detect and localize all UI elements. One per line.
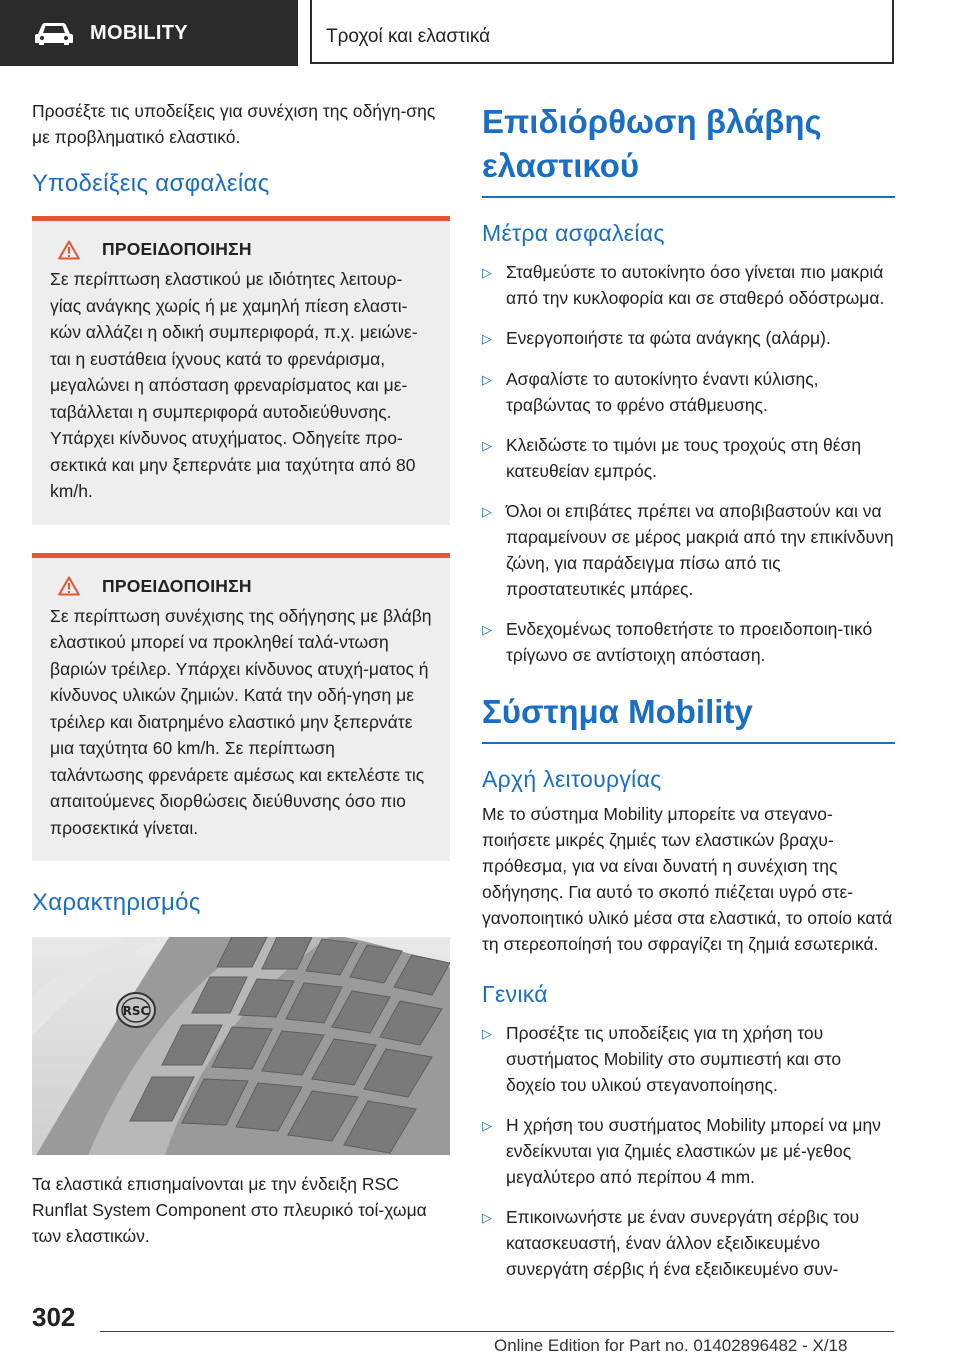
warning-text: Σε περίπτωση ελαστικού με ιδιότητες λειτουρ-γίας ανάγκης χωρίς ή με χαμηλή πίεση ελαστι-κών αλλάζει η οδική συμπεριφορά, π.χ. μειώνε-ται η ευστάθεια ίχνους κατά το φρενάρισμα, μεγαλώνει η απόσταση φρεναρίσματος και με-ταβάλλεται η συμπεριφορά αυτοδιεύθυνσης. Υπάρχει κίνδυνος ατυχήματος. Οδηγείτε προ-σεκτικά και μην ξεπερνάτε μια ταχύτητα από 80 km/h. <box>50 269 418 501</box>
mobility-title: Σύστημα Mobility <box>482 693 753 730</box>
bullet-triangle-icon: ▷ <box>482 372 492 387</box>
warning-text: Σε περίπτωση συνέχισης της οδήγησης με βλάβη ελαστικού μπορεί να προκληθεί ταλά-ντωση βαριών τρέιλερ. Υπάρχει κίνδυνος ατυχή-ματος ή κίνδυνος υλικών ζημιών. Κατά την οδή-γηση με τρέιλερ και διατρημένο ελαστικό μην ξεπερνάτε μια ταχύτητα 60 km/h. Σε περίπτωση ταλάντωσης φρενάρετε αμέσως και εκτελέστε τις απαιτούμενες διορθώσεις διεύθυνσης όσο πιο προσεκτικά γίνεται. <box>50 605 432 838</box>
bullet-triangle-icon: ▷ <box>482 1118 492 1133</box>
left-column <box>32 98 450 1249</box>
footer-rule <box>100 1331 894 1332</box>
warning-box-2 <box>32 553 450 862</box>
warning-header <box>58 576 432 597</box>
car-icon <box>34 20 74 46</box>
warning-triangle-icon <box>58 576 80 596</box>
measures-list <box>482 259 895 668</box>
list-item: ▷ Επικοινωνήστε με έναν συνεργάτη σέρβις του κατασκευαστή, έναν άλλον εξειδικευμένο συνεργάτη σέρβις ή ένα εξειδικευμένο συν- <box>482 1204 895 1282</box>
warning-header <box>58 239 432 260</box>
bullet-triangle-icon: ▷ <box>482 622 492 637</box>
section-tab[interactable] <box>0 0 298 66</box>
warning-label: ΠΡΟΕΙΔΟΠΟΙΗΣΗ <box>102 239 252 259</box>
list-item: ▷ Ενεργοποιήστε τα φώτα ανάγκης (αλάρμ). <box>482 325 895 352</box>
marking-heading: Χαρακτηρισμός <box>32 889 201 916</box>
title-rule <box>482 742 895 744</box>
tire-sidewall-image <box>32 937 450 1155</box>
bullet-triangle-icon: ▷ <box>482 331 492 346</box>
list-item: ▷ Κλειδώστε το τιμόνι με τους τροχούς στη θέση κατευθείαν εμπρός. <box>482 432 895 484</box>
bullet-triangle-icon: ▷ <box>482 265 492 280</box>
list-item: ▷ Ενδεχομένως τοποθετήστε το προειδοποιη-τικό τρίγωνο σε αντίστοιχη απόσταση. <box>482 616 895 668</box>
header-divider-right <box>892 0 894 64</box>
bullet-triangle-icon: ▷ <box>482 1210 492 1225</box>
header-divider <box>310 0 312 64</box>
warning-label: ΠΡΟΕΙΔΟΠΟΙΗΣΗ <box>102 575 252 596</box>
bullet-triangle-icon: ▷ <box>482 1026 492 1041</box>
image-caption: Τα ελαστικά επισημαίνονται με την ένδειξη RSC Runflat System Component στο πλευρικό τοί-χωμα των ελαστικών. <box>32 1174 427 1246</box>
bullet-triangle-icon: ▷ <box>482 438 492 453</box>
list-item: ▷ Ασφαλίστε το αυτοκίνητο έναντι κύλισης, τραβώντας το φρένο στάθμευσης. <box>482 366 895 418</box>
list-item: ▷ Προσέξτε τις υποδείξεις για τη χρήση του συστήματος Mobility στο συμπιεστή και στο δοχείο του υλικού στεγανοποίησης. <box>482 1020 895 1098</box>
general-heading: Γενικά <box>482 981 548 1007</box>
section-title: Επιδιόρθωση βλάβης ελαστικού <box>482 103 822 184</box>
page-number: 302 <box>32 1302 76 1332</box>
list-item: ▷ Η χρήση του συστήματος Mobility μπορεί να μην ενδείκνυται για ζημιές ελαστικών με μέ-γεθος μεγαλύτερο από περίπου 4 mm. <box>482 1112 895 1190</box>
rsc-logo <box>117 993 155 1027</box>
warning-box-1 <box>32 216 450 525</box>
right-column <box>482 98 895 1296</box>
intro-paragraph: Προσέξτε τις υποδείξεις για συνέχιση της οδήγη-σης με προβληματικό ελαστικό. <box>32 101 436 147</box>
principle-heading: Αρχή λειτουργίας <box>482 766 662 792</box>
bullet-triangle-icon: ▷ <box>482 504 492 519</box>
principle-paragraph: Με το σύστημα Mobility μπορείτε να στεγανο-ποιήσετε μικρές ζημιές των ελαστικών βραχυ-πρόθεσμα, για να είναι δυνατή η συνέχιση της οδήγησης. Για αυτό το σκοπό πιέζεται υγρό στε-γανοποιητικό υλικό μέσα στα ελαστικά, το οποίο κατά τη στερεοποίησή του σφραγίζει τη ζημιά εσωτερικά. <box>482 804 893 954</box>
title-rule <box>482 196 895 198</box>
page-header <box>0 0 960 66</box>
general-list <box>482 1020 895 1282</box>
measures-heading: Μέτρα ασφαλείας <box>482 220 665 246</box>
rsc-logo-text: RSC <box>122 1004 150 1018</box>
chapter-title: Τροχοί και ελαστικά <box>326 26 491 47</box>
header-underline <box>310 62 894 64</box>
list-item: ▷ Όλοι οι επιβάτες πρέπει να αποβιβαστούν και να παραμείνουν σε μέρος μακριά από την επικίνδυνη ζώνη, για παράδειγμα πίσω από τις προστατευτικές μπάρες. <box>482 498 895 602</box>
list-item: ▷ Σταθμεύστε το αυτοκίνητο όσο γίνεται πιο μακριά από την κυκλοφορία και σε σταθερό οδόστρωμα. <box>482 259 895 311</box>
section-tab-label: MOBILITY <box>90 21 188 44</box>
tire-illustration <box>32 937 450 1155</box>
safety-heading: Υποδείξεις ασφαλείας <box>32 170 270 197</box>
warning-triangle-icon <box>58 240 80 260</box>
edition-note: Online Edition for Part no. 01402896482 - X/18 <box>494 1336 848 1355</box>
